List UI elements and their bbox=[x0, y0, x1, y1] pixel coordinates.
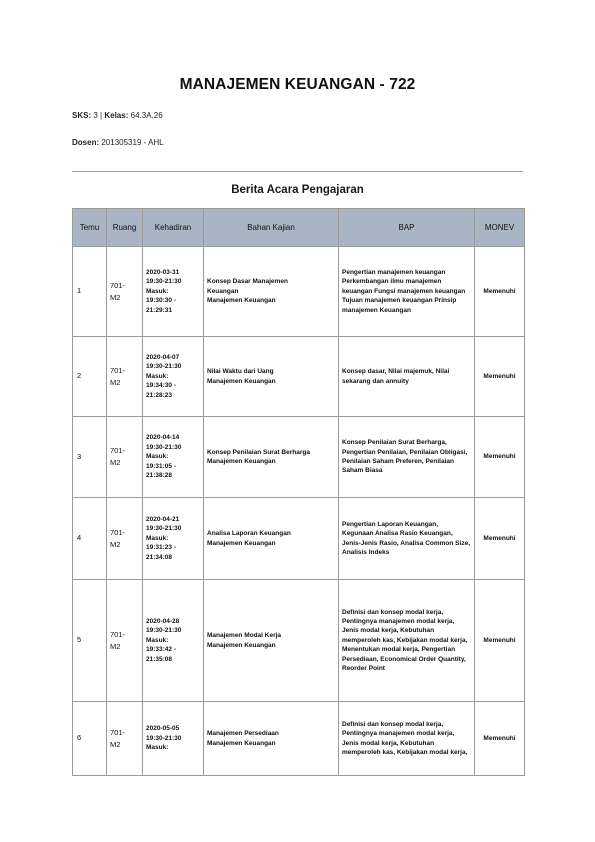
col-header-monev: MONEV bbox=[475, 209, 525, 247]
cell-ruang: 701- M2 bbox=[107, 337, 143, 417]
cell-bahan-kajian: Nilai Waktu dari Uang Manajemen Keuangan bbox=[204, 337, 339, 417]
cell-bahan-kajian: Analisa Laporan Keuangan Manajemen Keuangan bbox=[204, 498, 339, 580]
cell-kehadiran: 2020-03-31 19:30-21:30 Masuk: 19:30:30 - 21:29:31 bbox=[143, 247, 204, 337]
cell-temu: 3 bbox=[73, 417, 107, 498]
cell-bap: Pengertian manajemen keuangan Perkembangan ilmu manajemen keuangan Fungsi manajemen keuangan Tujuan manajemen keuangan Prinsip manajemen Keuangan bbox=[339, 247, 475, 337]
col-header-bap: BAP bbox=[339, 209, 475, 247]
table-row bbox=[73, 498, 525, 580]
cell-ruang: 701- M2 bbox=[107, 498, 143, 580]
cell-monev: Memenuhi bbox=[475, 337, 525, 417]
cell-bahan-kajian: Manajemen Modal Kerja Manajemen Keuangan bbox=[204, 580, 339, 702]
table-row bbox=[73, 702, 525, 776]
course-meta: SKS: 3 | Kelas: 64.3A.26 bbox=[72, 111, 163, 120]
dosen-value: 201305319 - AHL bbox=[101, 138, 164, 147]
cell-ruang: 701- M2 bbox=[107, 247, 143, 337]
cell-monev: Memenuhi bbox=[475, 247, 525, 337]
cell-bap: Definisi dan konsep modal kerja, Pentingnya manajemen modal kerja, Jenis modal kerja, Kebutuhan memperoleh kas, Kebijakan modal kerja, Menentukan modal kerja, Pengertian Persediaan, Economical Order Quantity, Reorder Point bbox=[339, 580, 475, 702]
kelas-label: Kelas bbox=[104, 111, 126, 120]
cell-kehadiran: 2020-04-07 19:30-21:30 Masuk: 19:34:30 - 21:28:23 bbox=[143, 337, 204, 417]
cell-monev: Memenuhi bbox=[475, 580, 525, 702]
cell-temu: 1 bbox=[73, 247, 107, 337]
col-header-kehadiran: Kehadiran bbox=[143, 209, 204, 247]
lecturer-meta: Dosen: 201305319 - AHL bbox=[72, 138, 164, 147]
kelas-value: 64.3A.26 bbox=[130, 111, 163, 120]
cell-temu: 2 bbox=[73, 337, 107, 417]
cell-bahan-kajian: Konsep Penilaian Surat Berharga Manajemen Keuangan bbox=[204, 417, 339, 498]
table-row bbox=[73, 337, 525, 417]
cell-kehadiran: 2020-05-05 19:30-21:30 Masuk: bbox=[143, 702, 204, 776]
table-row bbox=[73, 417, 525, 498]
cell-temu: 5 bbox=[73, 580, 107, 702]
cell-bap: Definisi dan konsep modal kerja, Pentingnya manajemen modal kerja, Jenis modal kerja, Kebutuhan memperoleh kas, Kebijakan modal kerja, bbox=[339, 702, 475, 776]
cell-temu: 6 bbox=[73, 702, 107, 776]
cell-bahan-kajian: Konsep Dasar Manajemen Keuangan Manajemen Keuangan bbox=[204, 247, 339, 337]
sks-label: SKS bbox=[72, 111, 89, 120]
cell-kehadiran: 2020-04-21 19:30-21:30 Masuk: 19:31:23 - 21:34:08 bbox=[143, 498, 204, 580]
cell-bahan-kajian: Manajemen Persediaan Manajemen Keuangan bbox=[204, 702, 339, 776]
col-header-temu: Temu bbox=[73, 209, 107, 247]
cell-bap: Konsep Penilaian Surat Berharga, Pengertian Penilaian, Penilaian Obligasi, Penilaian Saham Preferen, Penilaian Saham Biasa bbox=[339, 417, 475, 498]
divider bbox=[72, 171, 523, 172]
cell-temu: 4 bbox=[73, 498, 107, 580]
cell-bap: Pengertian Laporan Keuangan, Kegunaan Analisa Rasio Keuangan, Jenis-Jenis Rasio, Analisa Common Size, Analisis Indeks bbox=[339, 498, 475, 580]
page-title: MANAJEMEN KEUANGAN - 722 bbox=[179, 76, 416, 93]
table-header-row bbox=[73, 209, 525, 247]
sks-value: 3 bbox=[93, 111, 98, 120]
cell-kehadiran: 2020-04-14 19:30-21:30 Masuk: 19:31:05 - 21:38:28 bbox=[143, 417, 204, 498]
bap-table bbox=[72, 208, 525, 776]
cell-kehadiran: 2020-04-28 19:30-21:30 Masuk: 19:33:42 - 21:35:08 bbox=[143, 580, 204, 702]
cell-ruang: 701- M2 bbox=[107, 580, 143, 702]
cell-monev: Memenuhi bbox=[475, 498, 525, 580]
table-row bbox=[73, 580, 525, 702]
cell-bap: Konsep dasar, Nilai majemuk, Nilai sekarang dan annuity bbox=[339, 337, 475, 417]
cell-monev: Memenuhi bbox=[475, 417, 525, 498]
col-header-bahan-kajian: Bahan Kajian bbox=[204, 209, 339, 247]
section-title: Berita Acara Pengajaran bbox=[231, 184, 364, 196]
table-row bbox=[73, 247, 525, 337]
cell-ruang: 701- M2 bbox=[107, 702, 143, 776]
cell-monev: Memenuhi bbox=[475, 702, 525, 776]
col-header-ruang: Ruang bbox=[107, 209, 143, 247]
dosen-label: Dosen bbox=[72, 138, 97, 147]
cell-ruang: 701- M2 bbox=[107, 417, 143, 498]
